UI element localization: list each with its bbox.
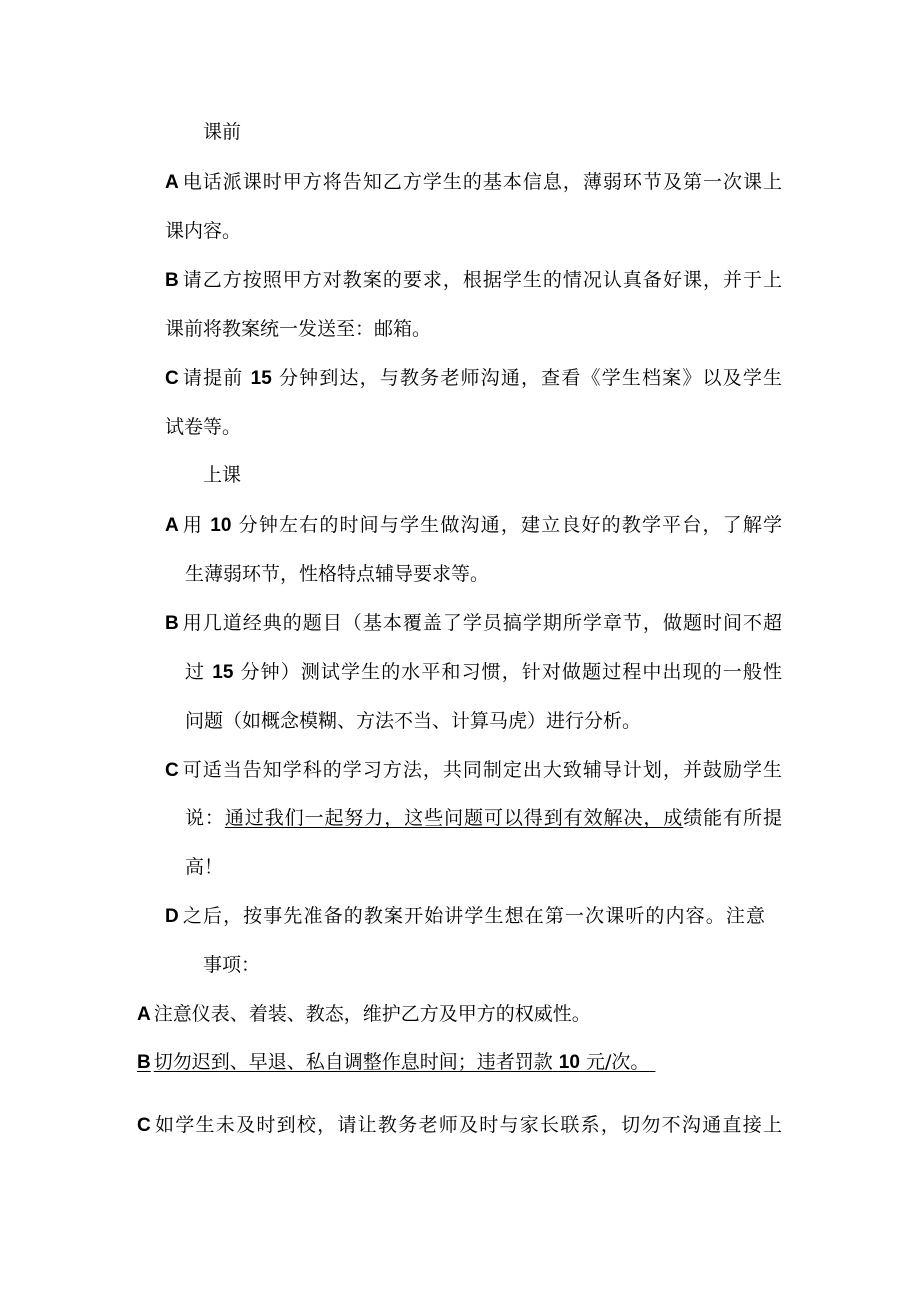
item-text: 可适当告知学科的学习方法，共同制定出大致辅导计划，并鼓励学生 [181, 759, 782, 781]
item-number: 15 [250, 368, 272, 389]
item-letter: D [165, 906, 179, 927]
item-letter: C [165, 368, 179, 389]
in-class-item-c-line3: 高！ [185, 856, 224, 878]
item-text: 请乙方按照甲方对教案的要求，根据学生的情况认真备好课，并于上 [181, 269, 782, 291]
item-text: 用 [181, 514, 204, 536]
item-text: 注意仪表、着装、教态，维护乙方及甲方的权威性。 [153, 1003, 591, 1025]
item-number: 10 [558, 1052, 580, 1073]
in-class-item-d-line1 [165, 904, 765, 929]
item-text: 分钟到达，与教务老师沟通，查看《学生档案》以及学生 [278, 367, 782, 389]
item-text: 用几道经典的题目（基本覆盖了学员搞学期所学章节，做题时间不超 [181, 612, 782, 634]
in-class-item-c-line2 [185, 806, 782, 830]
item-letter: A [165, 515, 179, 536]
item-letter: B [137, 1052, 151, 1073]
before-class-item-c-line1 [165, 366, 782, 391]
item-text: 绩能有所提 [683, 807, 782, 829]
in-class-item-a-line1 [165, 513, 782, 538]
notes-item-c [137, 1113, 782, 1138]
item-text: 分钟）测试学生的水平和习惯，针对做题过程中出现的一般性 [240, 661, 782, 683]
item-text: 说： [185, 807, 225, 829]
item-text: 如学生未及时到校，请让教务老师及时与家长联系，切勿不沟通直接上 [153, 1114, 782, 1136]
item-text: 元/次。 [585, 1051, 650, 1073]
item-number: 15 [212, 662, 234, 683]
item-letter: A [165, 172, 179, 193]
in-class-item-a-line2: 生薄弱环节，性格特点辅导要求等。 [185, 563, 490, 585]
item-number: 10 [210, 515, 232, 536]
notes-item-b [137, 1050, 655, 1075]
before-class-item-a-line2: 课内容。 [165, 220, 242, 242]
item-text: 请提前 [181, 367, 244, 389]
item-letter: C [165, 760, 179, 781]
section-heading-before-class: 课前 [203, 121, 242, 143]
in-class-item-b-line2 [185, 660, 782, 685]
in-class-item-b-line1 [165, 611, 782, 636]
before-class-item-a-line1 [165, 170, 782, 195]
in-class-item-c-line1 [165, 758, 782, 783]
before-class-item-b-line1 [165, 268, 782, 293]
before-class-item-c-line2: 试卷等。 [165, 416, 242, 438]
in-class-item-b-line3: 问题（如概念模糊、方法不当、计算马虎）进行分析。 [185, 710, 642, 732]
before-class-item-b-line2: 课前将教案统一发送至：邮箱。 [165, 318, 432, 340]
item-text: 分钟左右的时间与学生做沟通，建立良好的教学平台，了解学 [238, 514, 782, 536]
item-letter: C [137, 1115, 151, 1136]
notes-item-a [137, 1002, 591, 1027]
item-text: 电话派课时甲方将告知乙方学生的基本信息，薄弱环节及第一次课上 [181, 171, 782, 193]
section-heading-in-class: 上课 [203, 464, 242, 486]
underlined-text: 通过我们一起努力，这些问题可以得到有效解决，成 [224, 807, 684, 829]
item-letter: B [165, 270, 179, 291]
section-heading-notes: 事项： [203, 954, 261, 976]
item-text: 过 [185, 661, 206, 683]
item-text: 切勿迟到、早退、私自调整作息时间；违者罚款 [153, 1051, 553, 1073]
item-letter: A [137, 1004, 151, 1025]
item-text: 之后，按事先准备的教案开始讲学生想在第一次课听的内容。注意 [181, 905, 765, 927]
item-letter: B [165, 613, 179, 634]
